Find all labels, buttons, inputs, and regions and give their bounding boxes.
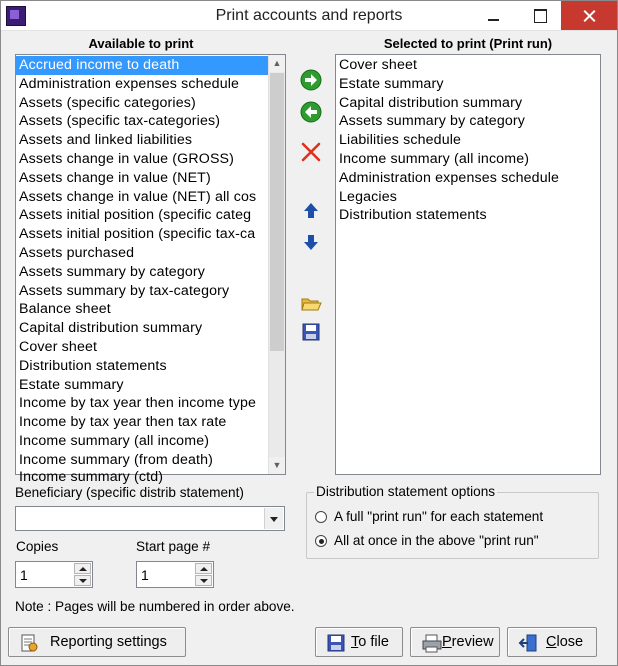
available-listbox[interactable] [15, 54, 286, 485]
list-item[interactable]: Capital distribution summary [19, 320, 203, 337]
scroll-up-icon[interactable]: ▲ [269, 55, 285, 72]
reporting-settings-label: Reporting settings [50, 634, 167, 650]
list-item[interactable]: Assets change in value (NET) [19, 169, 211, 186]
list-item[interactable]: Cover sheet [339, 57, 418, 73]
selected-heading: Selected to print (Print run) [383, 36, 553, 51]
to-file-button[interactable] [315, 627, 403, 657]
scroll-thumb[interactable] [270, 73, 284, 351]
start-page-decrement-icon[interactable] [195, 575, 212, 586]
copies-label: Copies [16, 539, 59, 554]
window-title: Print accounts and reports [215, 7, 403, 24]
close-mnemonic: C [546, 634, 557, 650]
title-bar [1, 1, 617, 31]
save-disk-icon [326, 633, 346, 653]
door-exit-icon [518, 633, 538, 653]
delete-x-icon [298, 139, 324, 165]
list-item[interactable]: Income summary (all income) [19, 432, 210, 449]
preview-text: review [451, 634, 494, 650]
list-item[interactable]: Administration expenses schedule [19, 75, 240, 92]
list-item[interactable]: Administration expenses schedule [339, 169, 560, 186]
start-page-increment-icon[interactable] [195, 563, 212, 574]
list-item[interactable]: Estate summary [19, 376, 124, 393]
maximize-button[interactable] [518, 1, 562, 30]
beneficiary-select[interactable] [15, 506, 285, 531]
list-item[interactable]: Income by tax year then income type [19, 395, 257, 412]
close-window-button[interactable] [561, 1, 617, 30]
close-text: lose [556, 634, 584, 650]
minimize-button[interactable] [471, 1, 515, 30]
printer-icon [421, 633, 441, 653]
copies-spinner[interactable] [15, 561, 93, 588]
option-full-run-label[interactable]: A full "print run" for each statement [334, 509, 544, 524]
scroll-down-icon[interactable]: ▼ [269, 457, 285, 474]
list-item[interactable]: Assets summary by tax-category [19, 282, 230, 299]
arrow-up-icon [298, 198, 324, 224]
list-item[interactable]: Income summary (all income) [339, 150, 530, 167]
list-item[interactable]: Assets (specific categories) [19, 94, 196, 111]
close-button[interactable] [507, 627, 597, 657]
close-label [546, 634, 583, 650]
save-disk-icon [298, 319, 324, 345]
preview-button[interactable] [410, 627, 500, 657]
preview-label [442, 634, 494, 650]
list-item[interactable]: Distribution statements [19, 357, 167, 374]
move-up-button[interactable] [298, 198, 324, 224]
radio-button[interactable] [315, 535, 327, 547]
list-item[interactable]: Assets and linked liabilities [19, 132, 193, 149]
page-numbering-note: Note : Pages will be numbered in order above. [15, 599, 295, 614]
arrow-down-icon [298, 229, 324, 255]
folder-open-icon [298, 291, 324, 317]
list-item[interactable]: Assets (specific tax-categories) [19, 113, 221, 130]
arrow-right-icon [298, 67, 324, 93]
list-item[interactable]: Assets change in value (GROSS) [19, 150, 235, 167]
copies-decrement-icon[interactable] [74, 575, 91, 586]
list-item[interactable]: Cover sheet [19, 338, 98, 355]
list-item[interactable]: Assets summary by category [339, 113, 526, 130]
to-file-text: o file [358, 634, 389, 650]
clear-print-run-button[interactable] [298, 139, 324, 165]
beneficiary-label: Beneficiary (specific distrib statement) [15, 485, 244, 500]
list-item[interactable]: Assets summary by category [19, 263, 206, 280]
remove-from-print-run-button[interactable] [298, 99, 324, 125]
list-item[interactable]: Legacies [339, 188, 397, 205]
start-page-label: Start page # [136, 539, 211, 554]
list-item[interactable]: Balance sheet [19, 301, 111, 318]
list-item[interactable]: Assets purchased [19, 244, 135, 261]
selected-listbox[interactable] [335, 54, 601, 475]
chevron-down-icon[interactable] [264, 508, 283, 529]
preview-mnemonic: P [442, 634, 452, 650]
list-item[interactable]: Capital distribution summary [339, 94, 523, 111]
move-down-button[interactable] [298, 229, 324, 255]
reporting-settings-button[interactable] [8, 627, 186, 657]
start-page-spinner[interactable] [136, 561, 214, 588]
list-item[interactable]: Distribution statements [339, 207, 487, 224]
list-item[interactable]: Assets initial position (specific tax-ca [19, 226, 256, 243]
list-item[interactable]: Liabilities schedule [339, 132, 462, 149]
option-all-at-once-label[interactable]: All at once in the above "print run" [334, 533, 539, 548]
distribution-options-group [306, 484, 599, 559]
arrow-left-icon [298, 99, 324, 125]
to-file-label [351, 634, 389, 650]
list-item[interactable]: Income by tax year then tax rate [19, 414, 227, 431]
list-item[interactable]: Assets change in value (NET) all cos [19, 188, 257, 205]
copies-increment-icon[interactable] [74, 563, 91, 574]
list-item[interactable]: Accrued income to death [16, 56, 268, 75]
add-to-print-run-button[interactable] [298, 67, 324, 93]
list-item[interactable]: Income summary (ctd) [19, 468, 164, 485]
settings-document-icon [19, 633, 39, 653]
to-file-mnemonic: T [351, 634, 359, 650]
open-print-run-button[interactable] [298, 291, 324, 317]
list-item[interactable]: Estate summary [339, 75, 444, 92]
list-item[interactable]: Assets initial position (specific categ [19, 207, 252, 224]
list-item[interactable]: Income summary (from death) [19, 451, 214, 468]
save-print-run-button[interactable] [298, 319, 324, 345]
distribution-options-title: Distribution statement options [316, 484, 496, 499]
start-page-value[interactable]: 1 [141, 567, 149, 583]
available-scrollbar[interactable] [268, 55, 285, 474]
copies-value[interactable]: 1 [20, 567, 28, 583]
radio-button[interactable] [315, 511, 327, 523]
available-heading: Available to print [88, 36, 194, 51]
